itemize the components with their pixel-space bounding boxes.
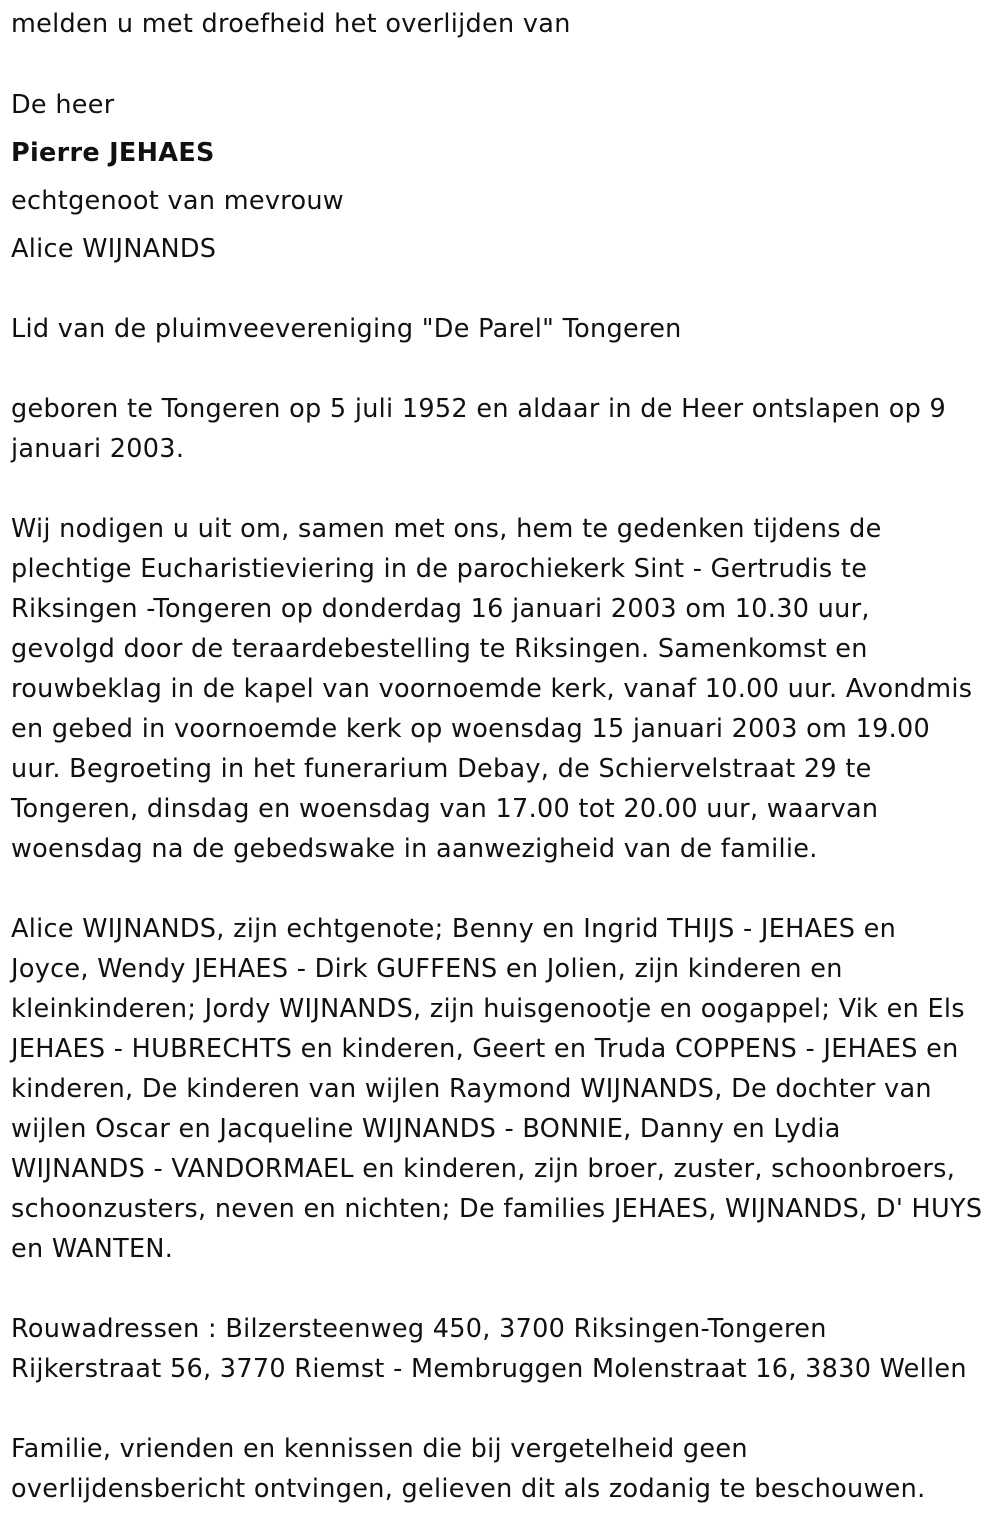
membership-text: Lid van de pluimveevereniging "De Parel" Tongeren	[11, 314, 682, 344]
ceremony-line: Wij nodigen u uit om, samen met ons, hem te gedenken tijdens de	[11, 514, 882, 544]
family-line: JEHAES - HUBRECHTS en kinderen, Geert en Truda COPPENS - JEHAES en	[11, 1034, 959, 1064]
title-text: De heer	[11, 90, 115, 120]
birth-death-line: geboren te Tongeren op 5 juli 1952 en aldaar in de Heer ontslapen op 9	[11, 394, 947, 424]
family-line: WIJNANDS - VANDORMAEL en kinderen, zijn broer, zuster, schoonbroers,	[11, 1154, 956, 1184]
family-line: kleinkinderen; Jordy WIJNANDS, zijn huisgenootje en oogappel; Vik en Els	[11, 994, 965, 1024]
ceremony-line: Tongeren, dinsdag en woensdag van 17.00 tot 20.00 uur, waarvan	[11, 794, 879, 824]
ceremony-line: rouwbeklag in de kapel van voornoemde kerk, vanaf 10.00 uur. Avondmis	[11, 674, 973, 704]
family-line: wijlen Oscar en Jacqueline WIJNANDS - BONNIE, Danny en Lydia	[11, 1114, 841, 1144]
ceremony-line: woensdag na de gebedswake in aanwezigheid van de familie.	[11, 834, 818, 864]
address-line: Rouwadressen : Bilzersteenweg 450, 3700 Riksingen-Tongeren	[11, 1314, 827, 1344]
family-line: kinderen, De kinderen van wijlen Raymond WIJNANDS, De dochter van	[11, 1074, 932, 1104]
ceremony-line: uur. Begroeting in het funerarium Debay, de Schiervelstraat 29 te	[11, 754, 872, 784]
closing-line: Familie, vrienden en kennissen die bij vergetelheid geen	[11, 1434, 748, 1464]
family-line: Joyce, Wendy JEHAES - Dirk GUFFENS en Jolien, zijn kinderen en	[11, 954, 843, 984]
ceremony-line: plechtige Eucharistieviering in de parochiekerk Sint - Gertrudis te	[11, 554, 868, 584]
ceremony-line: gevolgd door de teraardebestelling te Riksingen. Samenkomst en	[11, 634, 868, 664]
spouse-label: echtgenoot van mevrouw	[11, 186, 344, 216]
family-line: schoonzusters, neven en nichten; De families JEHAES, WIJNANDS, D' HUYS	[11, 1194, 983, 1224]
intro-text: melden u met droefheid het overlijden van	[11, 9, 571, 39]
birth-death-line: januari 2003.	[11, 434, 185, 464]
family-line: Alice WIJNANDS, zijn echtgenote; Benny en Ingrid THIJS - JEHAES en	[11, 914, 897, 944]
spouse-name: Alice WIJNANDS	[11, 234, 217, 264]
closing-line: overlijdensbericht ontvingen, gelieven dit als zodanig te beschouwen.	[11, 1474, 926, 1504]
ceremony-line: en gebed in voornoemde kerk op woensdag 15 januari 2003 om 19.00	[11, 714, 931, 744]
address-line: Rijkerstraat 56, 3770 Riemst - Membruggen Molenstraat 16, 3830 Wellen	[11, 1354, 967, 1384]
deceased-name: Pierre JEHAES	[11, 138, 215, 168]
family-line: en WANTEN.	[11, 1234, 174, 1264]
ceremony-line: Riksingen -Tongeren op donderdag 16 januari 2003 om 10.30 uur,	[11, 594, 870, 624]
